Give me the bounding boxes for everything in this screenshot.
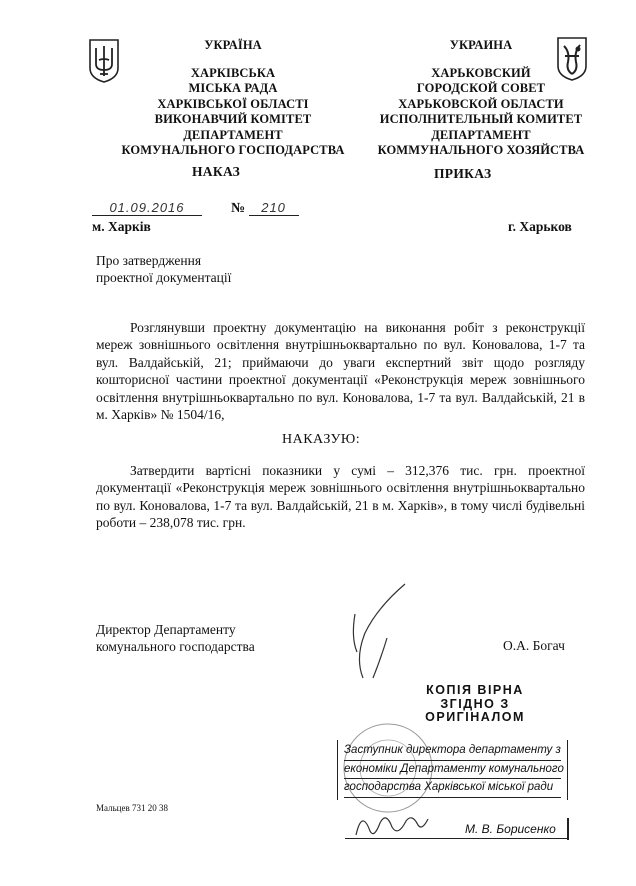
signatory-name: О.А. Богач: [503, 638, 565, 653]
certify-stamp-line: Заступник директора департаменту з: [344, 742, 561, 761]
order-subject-line: проектної документації: [96, 270, 232, 285]
copy-stamp-line: ЗГІДНО З: [440, 696, 510, 711]
order-word-uk: НАКАЗ: [192, 164, 241, 179]
city-left: м. Харків: [92, 219, 151, 234]
header-right-line: ХАРЬКОВСКОЙ ОБЛАСТИ: [398, 96, 564, 111]
certify-stamp-line: господарства Харківської міської ради: [344, 779, 561, 798]
copy-stamp-line: КОПІЯ ВІРНА: [426, 683, 524, 697]
header-left: [100, 38, 366, 159]
signatory-title-line: комунального господарства: [96, 639, 255, 654]
header-right-line: КОММУНАЛЬНОГО ХОЗЯЙСТВА: [377, 143, 585, 157]
signatory-title: [96, 621, 255, 655]
header-left-line: ХАРКІВСЬКОЇ ОБЛАСТІ: [157, 96, 309, 111]
decree-word: НАКАЗУЮ:: [282, 432, 361, 447]
order-subject-line: Про затвердження: [96, 253, 202, 268]
city-right: г. Харьков: [508, 219, 572, 234]
certify-stamp-line: економіки Департаменту комунального: [344, 761, 561, 780]
certify-stamp-edge: [567, 818, 569, 840]
header-left-country: УКРАЇНА: [204, 38, 262, 52]
signatory-title-line: Директор Департаменту: [96, 622, 236, 637]
header-right: [364, 38, 598, 159]
header-left-line: КОМУНАЛЬНОГО ГОСПОДАРСТВА: [121, 143, 345, 157]
body-paragraph-2: Затвердити вартісні показники у сумі – 312,376 тис. грн. проектної документації «Реконструкція мереж зовнішнього освітлення внутрішньоквартально по вул. Коновалова, 1-7 та вул. Валдайській, 21 в м. Харків», в тому числі будівельні роботи – 238,078 тис. грн.: [96, 463, 585, 531]
copy-stamp-line: ОРИГІНАЛОМ: [425, 710, 525, 724]
deputy-signature-icon: [352, 805, 432, 841]
order-date: 01.09.2016: [92, 200, 202, 216]
header-right-line: ХАРЬКОВСКИЙ: [431, 65, 531, 80]
order-date-number-line: [92, 200, 299, 217]
header-right-line: ИСПОЛНИТЕЛЬНЫЙ КОМИТЕТ: [379, 112, 583, 126]
header-right-line: ДЕПАРТАМЕНТ: [431, 127, 531, 142]
header-left-line: ДЕПАРТАМЕНТ: [183, 127, 283, 142]
order-word-ru: ПРИКАЗ: [434, 166, 492, 181]
order-subject: [96, 252, 231, 286]
copy-stamp: [420, 684, 530, 725]
header-right-country: УКРАИНА: [449, 38, 513, 52]
order-number: 210: [249, 200, 299, 216]
footer-note: Мальцев 731 20 38: [96, 803, 168, 813]
certify-stamp-name: М. В. Борисенко: [465, 822, 556, 836]
director-signature-icon: [325, 578, 435, 688]
header-right-line: ГОРОДСКОЙ СОВЕТ: [416, 81, 546, 95]
header-left-line: ВИКОНАВЧИЙ КОМІТЕТ: [154, 112, 312, 126]
body-paragraph-1: Розглянувши проектну документацію на виконання робіт з реконструкції мереж зовнішнього освітлення внутрішньоквартально по вул. Коновалова, 1-7 та вул. Валдайській, 21; приймаючи до уваги експертний звіт щодо розгляду кошторисної частини проектної документації «Реконструкція мереж зовнішнього освітлення внутрішньоквартально по вул. Коновалова, 1-7 та вул. Валдайській, 21 в м. Харків» № 1504/16,: [96, 320, 585, 423]
order-number-sign: №: [231, 201, 246, 216]
header-left-line: МІСЬКА РАДА: [188, 81, 278, 95]
certify-stamp: [337, 740, 568, 800]
header-left-line: ХАРКІВСЬКА: [190, 65, 276, 80]
